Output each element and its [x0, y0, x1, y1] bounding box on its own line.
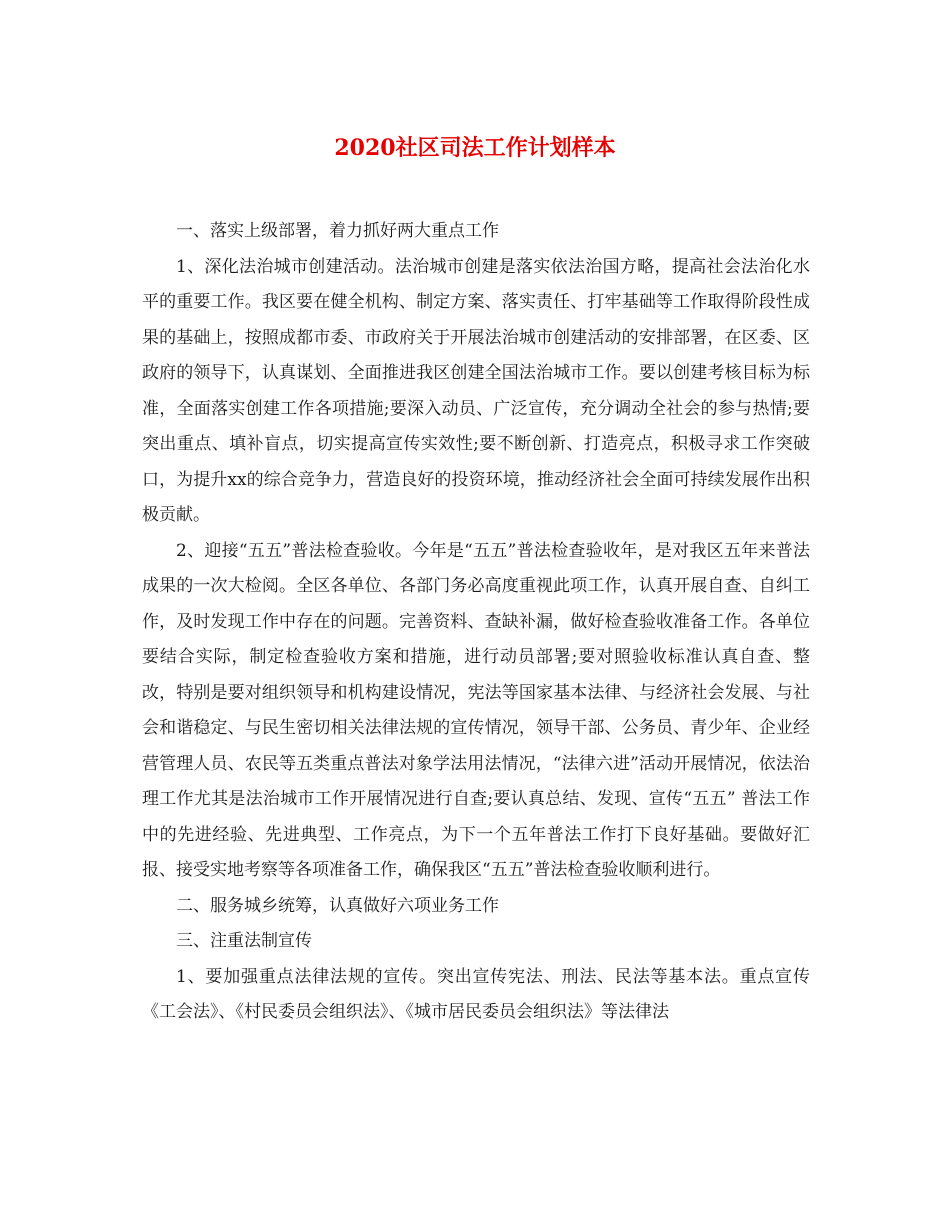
paragraph-legal-education-inspection: 2、迎接“五五”普法检查验收。今年是“五五”普法检查验收年，是对我区五年来普法成果的一次大检阅。全区各单位、各部门务必高度重视此项工作，认真开展自查、自纠工作，及时发现工作中存在的问题。完善资料、查缺补漏，做好检查验收准备工作。各单位要结合实际，制定检查验收方案和措施，进行动员部署;要对照验收标准认真自查、整改，特别是要对组织领导和机构建设情况，宪法等国家基本法律、与经济社会发展、与社会和谐稳定、与民生密切相关法律法规的宣传情况，领导干部、公务员、青少年、企业经营管理人员、农民等五类重点普法对象学法用法情况，“法律六进”活动开展情况，依法治理工作尤其是法治城市工作开展情况进行自查;要认真总结、发现、宣传“五五” 普法工作中的先进经验、先进典型、工作亮点，为下一个五年普法工作打下良好基础。要做好汇报、接受实地考察等各项准备工作，确保我区“五五”普法检查验收顺利进行。: [142, 540, 810, 880]
paragraph-rule-of-law-city: 1、深化法治城市创建活动。法治城市创建是落实依法治国方略，提高社会法治化水平的重要工作。我区要在健全机构、制定方案、落实责任、打牢基础等工作取得阶段性成果的基础上，按照成都市委、市政府关于开展法治城市创建活动的安排部署，在区委、区政府的领导下，认真谋划、全面推进我区创建全国法治城市工作。要以创建考核目标为标准，全面落实创建工作各项措施;要深入动员、广泛宣传，充分调动全社会的参与热情;要突出重点、填补盲点，切实提高宣传实效性;要不断创新、打造亮点，积极寻求工作突破口，为提升xx的综合竞争力，营造良好的投资环境，推动经济社会全面可持续发展作出积极贡献。: [142, 256, 810, 525]
document-title: 2020社区司法工作计划样本: [334, 135, 616, 161]
section-heading-3: 三、注重法制宣传: [176, 931, 312, 951]
document-body: [142, 214, 810, 1031]
section-heading-1: 一、落实上级部署，着力抓好两大重点工作: [176, 221, 499, 241]
paragraph-key-laws-publicity: 1、要加强重点法律法规的宣传。突出宣传宪法、刑法、民法等基本法。重点宣传《工会法》、《村民委员会组织法》、《城市居民委员会组织法》等法律法: [142, 966, 810, 1022]
section-heading-2: 二、服务城乡统筹，认真做好六项业务工作: [176, 895, 499, 916]
